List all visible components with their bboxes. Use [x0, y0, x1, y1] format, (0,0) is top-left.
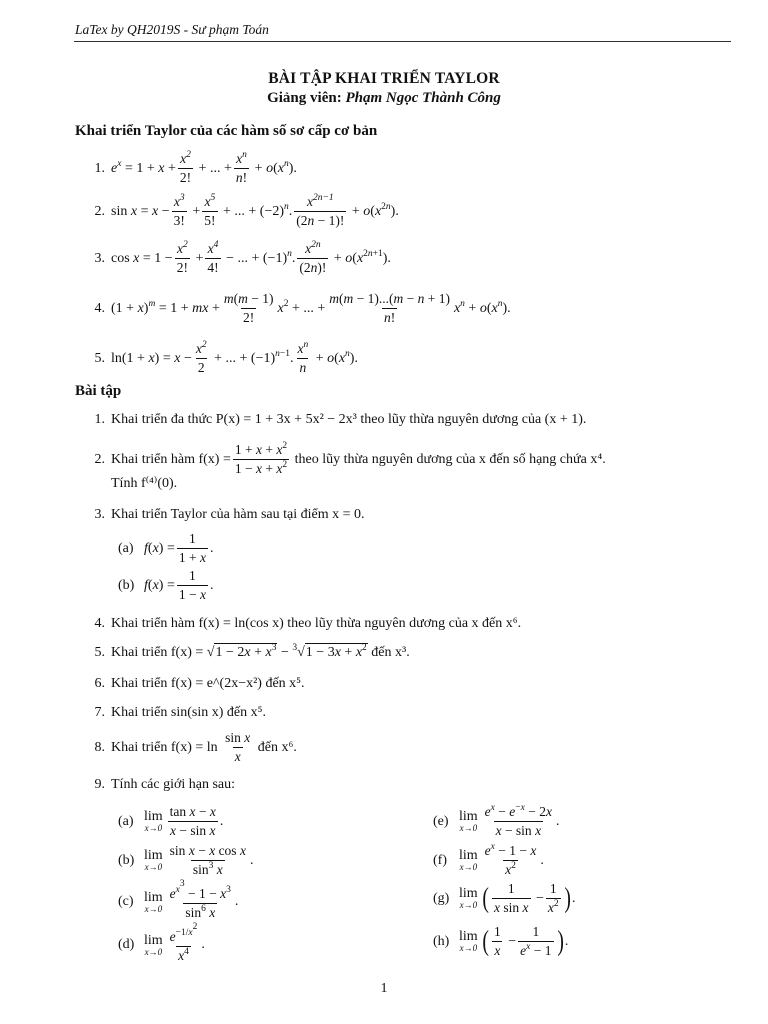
lim-operator: lim x→0: [144, 848, 163, 873]
exercise-text: Khai triển hàm f(x) =: [111, 451, 231, 467]
exercise-text: Tính các giới hạn sau:: [111, 777, 236, 792]
exercise-text: Khai triển đa thức P(x) = 1 + 3x + 5x² − 2x³ theo lũy thừa nguyên dương của (x + 1).: [111, 412, 587, 427]
running-header: LaTex by QH2019S - Sư phạm Toán: [75, 22, 269, 37]
exercise-2-line2: [111, 477, 177, 491]
limit-b: (b) lim x→0 sin x − x cos x $\sin^3 x$ .: [118, 843, 254, 878]
exercise-3b: (b) f(x) = $\frac{1}{1 - x}$ .: [118, 568, 214, 603]
exercise-5: 5. Khai triển f(x) = $√1 - 2x + x^3 - ^3√1 - 3x + x^2$ đến x³.: [85, 646, 410, 660]
item-number: 4.: [94, 616, 105, 631]
exercise-text: Khai triển f(x) = ln: [111, 739, 218, 755]
exercise-text: theo lũy thừa nguyên dương của x đến số hạng chứa x⁴.: [294, 451, 606, 467]
formula-log: 5. ln(1 + x) = x − $\frac{x^2}{2}$ + ... + $(-1)^{n-1}$. $x^n$ n + $o(x^n)$.: [85, 342, 358, 375]
exercise-4: [85, 617, 521, 631]
exercise-text: Khai triển f(x) = e^(2x−x²) đến x⁵.: [111, 676, 305, 691]
exercise-9: [85, 778, 235, 792]
sub-label: (c): [118, 894, 134, 910]
lim-operator: lim x→0: [459, 929, 478, 954]
formula-cos: 3. cos x = 1 − $\frac{x^2}{2!}$ + $\frac{x^4}{4!}$ − ... + $(-1)^n$. $x^{2n}$ (2n)! + $o(x^{2n+1})$.: [85, 242, 391, 275]
exercise-8: 8. Khai triển f(x) = ln sin x x đến x⁶.: [85, 731, 297, 764]
limit-h: (h) lim x→0 ( 1 x − $\frac{1}{e^x - 1}$ ) .: [433, 924, 569, 959]
item-number: 5.: [94, 350, 105, 366]
item-number: 3.: [94, 507, 105, 522]
limit-g: (g) lim x→0 ( 1 x sin x − $\frac{1}{x^2}$ ) .: [433, 881, 576, 916]
lim-operator: lim x→0: [459, 809, 478, 834]
limit-f: (f) lim x→0 $e^x - 1 - x$ $x^2$ .: [433, 842, 544, 878]
sub-label: (d): [118, 937, 135, 953]
sub-label: (e): [433, 813, 449, 829]
sub-label: (g): [433, 890, 450, 906]
lim-operator: lim x→0: [144, 809, 163, 834]
item-number: 2.: [94, 203, 105, 219]
exercise-6: [85, 677, 305, 691]
sub-label: (a): [118, 813, 134, 829]
limit-c: (c) lim x→0 $e^{x^3} - 1 - x^3$ $\sin^6 x$ .: [118, 879, 239, 921]
exercise-3: [85, 508, 365, 522]
document-title: BÀI TẬP KHAI TRIỂN TAYLOR: [268, 70, 500, 87]
header-rule: [74, 41, 731, 42]
item-number: 6.: [94, 676, 105, 691]
sub-label: (f): [433, 852, 447, 868]
item-number: 9.: [94, 777, 105, 792]
formula-exp: 1. $e^x = 1 + x$ + $\frac{x^2}{2!}$ + ... + $\frac{x^n}{n!}$ + $o(x^n)$.: [85, 152, 297, 185]
sub-label: (b): [118, 577, 135, 593]
exercise-text: đến x³.: [371, 645, 410, 660]
item-number: 8.: [94, 739, 105, 755]
limit-a: (a) lim x→0 tan x − x x − sin x .: [118, 804, 224, 839]
exercise-text: Tính f⁽⁴⁾(0).: [111, 476, 178, 491]
exercise-text: Khai triển sin(sin x) đến x⁵.: [111, 705, 266, 720]
lecturer-name: Phạm Ngọc Thành Công: [345, 90, 501, 106]
limit-d: (d) lim x→0 $e^{-1/x^2}$ $x^4$ .: [118, 922, 205, 964]
exercise-text: Khai triển f(x) =: [111, 645, 204, 660]
sub-label: (h): [433, 933, 450, 949]
exercise-text: Khai triển hàm f(x) = ln(cos x) theo lũy thừa nguyên dương của x đến x⁶.: [111, 616, 522, 631]
formula-binomial: 4. $(1 + x)^m = 1$ + mx + $\frac{m(m - 1)}{2!}$ $x^2$ + ... + $\frac{m(m - 1)...(m - n + 1)}{n!}$ $x^n + o(x^n)$.: [85, 292, 511, 325]
exercise-3a: (a) f(x) = $\frac{1}{1 + x}$ .: [118, 531, 214, 566]
sub-label: (b): [118, 852, 135, 868]
limit-e: (e) lim x→0 $e^x - e^{-x} - 2x$ x − sin x .: [433, 803, 560, 839]
lecturer-label: Giảng viên:: [267, 90, 342, 106]
exercise-text: đến x⁶.: [257, 739, 297, 755]
item-number: 5.: [94, 645, 105, 660]
lim-operator: lim x→0: [459, 886, 478, 911]
sub-label: (a): [118, 540, 134, 556]
lim-operator: lim x→0: [144, 889, 163, 914]
item-number: 2.: [94, 451, 105, 467]
document-subtitle: [0, 90, 768, 107]
item-number: 4.: [94, 300, 105, 316]
item-number: 1.: [94, 160, 105, 176]
exercise-text: Khai triển Taylor của hàm sau tại điểm x = 0.: [111, 507, 365, 522]
section-heading-formulas: Khai triển Taylor của các hàm số sơ cấp cơ bản: [75, 123, 378, 139]
exercise-7: [85, 706, 266, 720]
exercise-2: 2. Khai triển hàm f(x) = $\frac{1 + x + x^2}{1 - x + x^2}$ theo lũy thừa nguyên dương của x đến số hạng chứa x⁴.: [85, 443, 606, 476]
lim-operator: lim x→0: [459, 848, 478, 873]
section-heading-exercises: Bài tập: [75, 383, 122, 399]
exercise-1: [85, 413, 586, 427]
page-number: 1: [380, 981, 388, 996]
item-number: 3.: [94, 250, 105, 266]
formula-sin: 2. sin x = x − $\frac{x^3}{3!}$ + $\frac{x^5}{5!}$ + ... + $(-2)^n$. $x^{2n-1}$ (2n − 1)! + $o(x^{2n})$.: [85, 195, 399, 228]
item-number: 1.: [94, 412, 105, 427]
lim-operator: lim x→0: [144, 932, 163, 957]
item-number: 7.: [94, 705, 105, 720]
